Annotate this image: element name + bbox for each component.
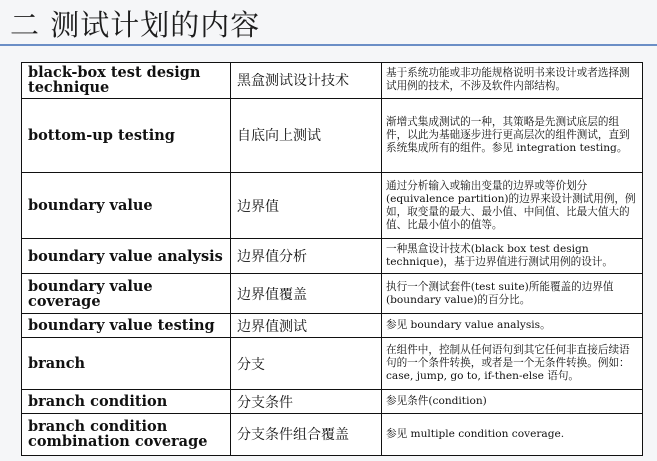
term-cell: boundary value analysis bbox=[22, 239, 231, 274]
chinese-term-cell: 边界值 bbox=[231, 172, 382, 239]
chinese-term-cell: 边界值测试 bbox=[231, 314, 382, 337]
definition-cell: 通过分析输入或输出变量的边界或等价划分(equivalence partition)的边界来设计测试用例，例如，取变量的最大、最小值、中间值、比最大值大的值、比最小值小的值等。 bbox=[382, 172, 643, 239]
chinese-term-cell: 黑盒测试设计技术 bbox=[231, 63, 382, 99]
table-row bbox=[22, 413, 643, 455]
slide-title: 二 测试计划的内容 bbox=[10, 8, 261, 42]
definition-cell: 参见 boundary value analysis。 bbox=[382, 314, 643, 337]
table-row bbox=[22, 314, 643, 337]
definition-cell: 执行一个测试套件(test suite)所能覆盖的边界值(boundary value)的百分比。 bbox=[382, 274, 643, 314]
table-row bbox=[22, 239, 643, 274]
glossary-table-container bbox=[21, 62, 643, 456]
glossary-table bbox=[21, 62, 643, 456]
chinese-term-cell: 自底向上测试 bbox=[231, 98, 382, 172]
term-cell: branch condition combination coverage bbox=[22, 413, 231, 455]
table-row bbox=[22, 274, 643, 314]
table-row bbox=[22, 337, 643, 390]
term-cell: branch condition bbox=[22, 390, 231, 413]
term-cell: boundary value bbox=[22, 172, 231, 239]
definition-cell: 在组件中，控制从任何语句到其它任何非直接后续语句的一个条件转换，或者是一个无条件转换。例如：case, jump, go to, if-then-else 语句。 bbox=[382, 337, 643, 390]
term-cell: black-box test design technique bbox=[22, 63, 231, 99]
term-cell: bottom-up testing bbox=[22, 98, 231, 172]
definition-cell: 基于系统功能或非功能规格说明书来设计或者选择测试用例的技术，不涉及软件内部结构。 bbox=[382, 63, 643, 99]
definition-cell: 渐增式集成测试的一种，其策略是先测试底层的组件，以此为基础逐步进行更高层次的组件测试，直到系统集成所有的组件。参见 integration testing。 bbox=[382, 98, 643, 172]
chinese-term-cell: 分支条件组合覆盖 bbox=[231, 413, 382, 455]
term-cell: branch bbox=[22, 337, 231, 390]
chinese-term-cell: 分支 bbox=[231, 337, 382, 390]
table-row bbox=[22, 390, 643, 413]
table-row bbox=[22, 172, 643, 239]
chinese-term-cell: 边界值分析 bbox=[231, 239, 382, 274]
term-cell: boundary value coverage bbox=[22, 274, 231, 314]
table-row bbox=[22, 63, 643, 99]
table-row bbox=[22, 98, 643, 172]
title-divider bbox=[0, 44, 657, 46]
chinese-term-cell: 分支条件 bbox=[231, 390, 382, 413]
chinese-term-cell: 边界值覆盖 bbox=[231, 274, 382, 314]
term-cell: boundary value testing bbox=[22, 314, 231, 337]
definition-cell: 参见条件(condition) bbox=[382, 390, 643, 413]
definition-cell: 一种黑盒设计技术(black box test design technique)，基于边界值进行测试用例的设计。 bbox=[382, 239, 643, 274]
definition-cell: 参见 multiple condition coverage. bbox=[382, 413, 643, 455]
